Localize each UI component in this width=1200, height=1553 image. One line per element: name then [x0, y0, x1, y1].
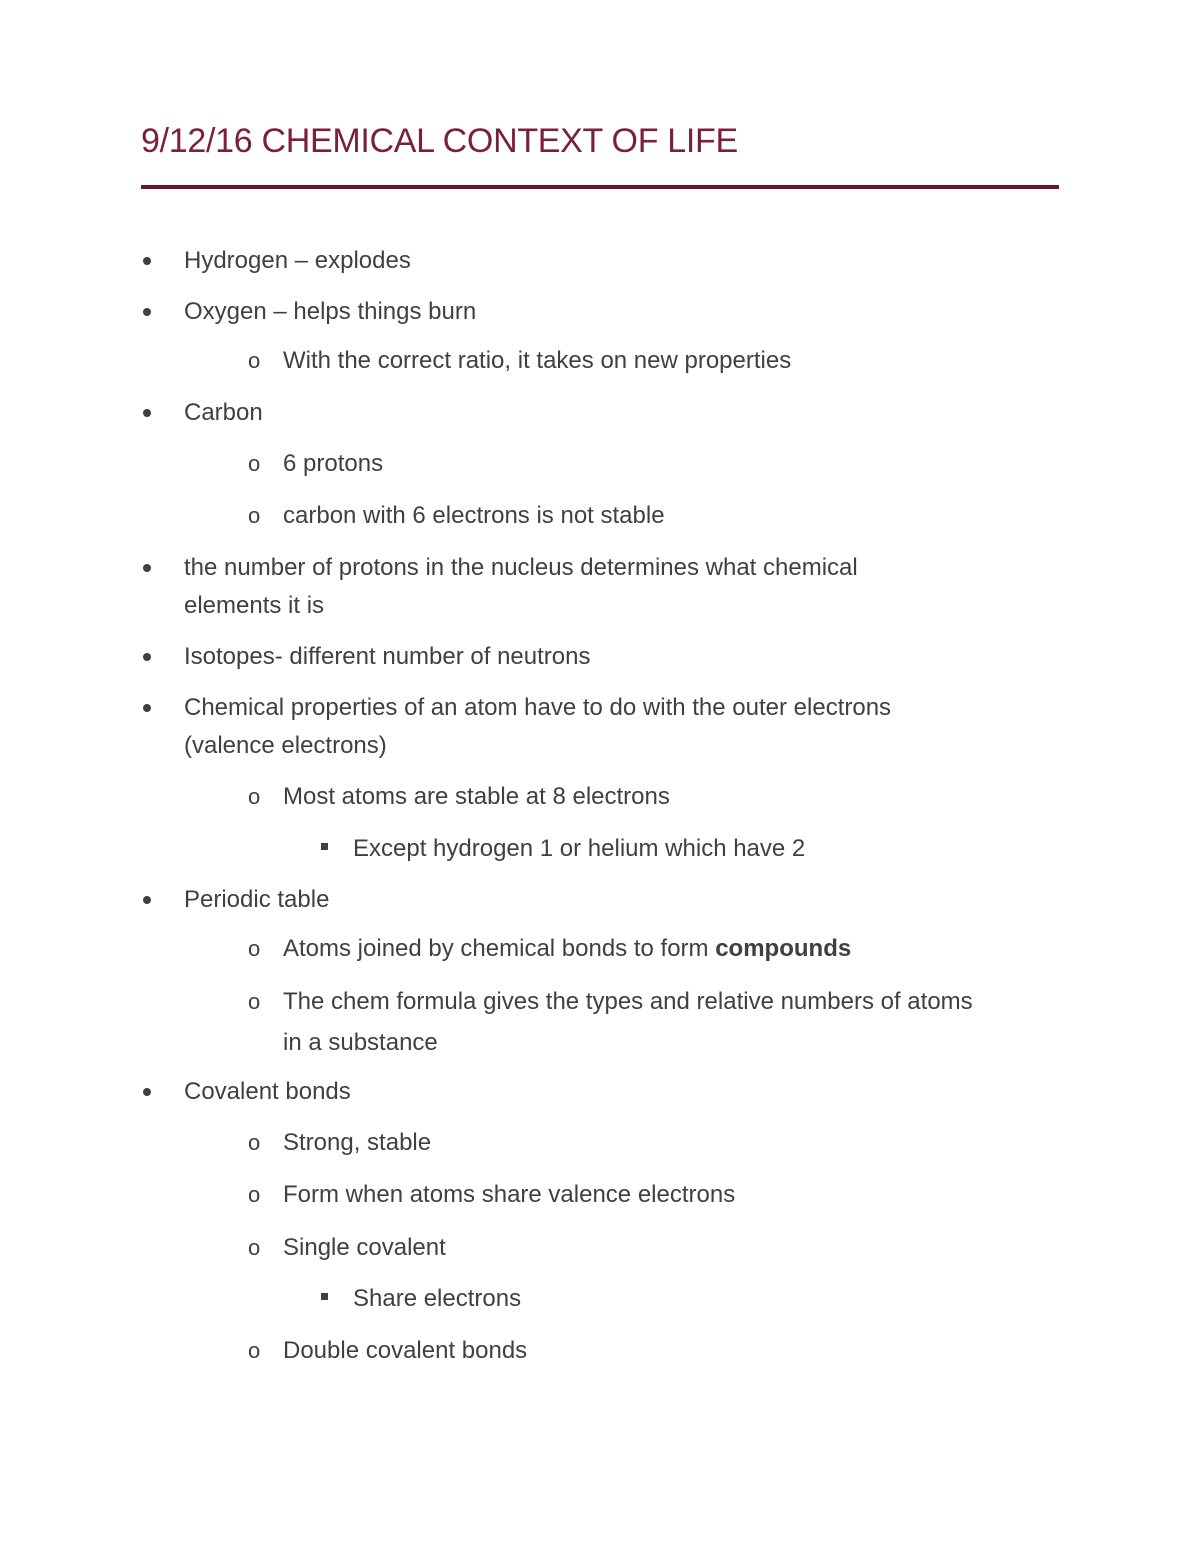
- list-item: Single covalent: [283, 1234, 446, 1261]
- list-item: The chem formula gives the types and relative numbers of atoms: [283, 988, 973, 1015]
- sub-bullet-icon: o: [248, 503, 261, 528]
- list-item: Most atoms are stable at 8 electrons: [283, 783, 670, 810]
- bold-term: compounds: [715, 935, 852, 962]
- list-item: Share electrons: [353, 1285, 522, 1312]
- list-item: Hydrogen – explodes: [184, 247, 411, 274]
- title-divider: [141, 185, 1059, 189]
- bullet-icon: [143, 653, 151, 661]
- list-item: Strong, stable: [283, 1129, 432, 1156]
- list-item: Covalent bonds: [184, 1078, 351, 1105]
- bullet-icon: [143, 896, 151, 904]
- sub-bullet-icon: o: [248, 1235, 261, 1260]
- page-title: 9/12/16 CHEMICAL CONTEXT OF LIFE: [141, 122, 738, 160]
- bullet-icon: [143, 308, 151, 316]
- square-bullet-icon: [321, 843, 328, 850]
- list-item: Form when atoms share valence electrons: [283, 1181, 736, 1208]
- sub-bullet-icon: o: [248, 1130, 261, 1155]
- list-item: With the correct ratio, it takes on new properties: [283, 347, 792, 374]
- list-item-text: Atoms joined by chemical bonds to form: [283, 935, 716, 962]
- bullet-icon: [143, 1088, 151, 1096]
- list-item: Except hydrogen 1 or helium which have 2: [353, 835, 806, 862]
- list-item: Isotopes- different number of neutrons: [184, 643, 591, 670]
- sub-bullet-icon: o: [248, 936, 261, 961]
- list-item-continuation: (valence electrons): [184, 732, 387, 759]
- list-item: Double covalent bonds: [283, 1337, 528, 1364]
- bullet-icon: [143, 564, 151, 572]
- list-item: Carbon: [184, 399, 263, 426]
- list-item: Chemical properties of an atom have to do with the outer electrons: [184, 694, 892, 721]
- sub-bullet-icon: o: [248, 784, 261, 809]
- sub-bullet-icon: o: [248, 1338, 261, 1363]
- list-item-continuation: in a substance: [283, 1029, 438, 1056]
- square-bullet-icon: [321, 1293, 328, 1300]
- sub-bullet-icon: o: [248, 451, 261, 476]
- bullet-icon: [143, 704, 151, 712]
- list-item-continuation: elements it is: [184, 592, 325, 619]
- sub-bullet-icon: o: [248, 989, 261, 1014]
- list-item: the number of protons in the nucleus determines what chemical: [184, 554, 858, 581]
- list-item: [283, 930, 851, 968]
- bullet-icon: [143, 257, 151, 265]
- list-item: Oxygen – helps things burn: [184, 298, 477, 325]
- sub-bullet-icon: o: [248, 348, 261, 373]
- list-item: Periodic table: [184, 886, 330, 913]
- bullet-icon: [143, 409, 151, 417]
- list-item: carbon with 6 electrons is not stable: [283, 502, 665, 529]
- list-item: 6 protons: [283, 450, 384, 477]
- sub-bullet-icon: o: [248, 1182, 261, 1207]
